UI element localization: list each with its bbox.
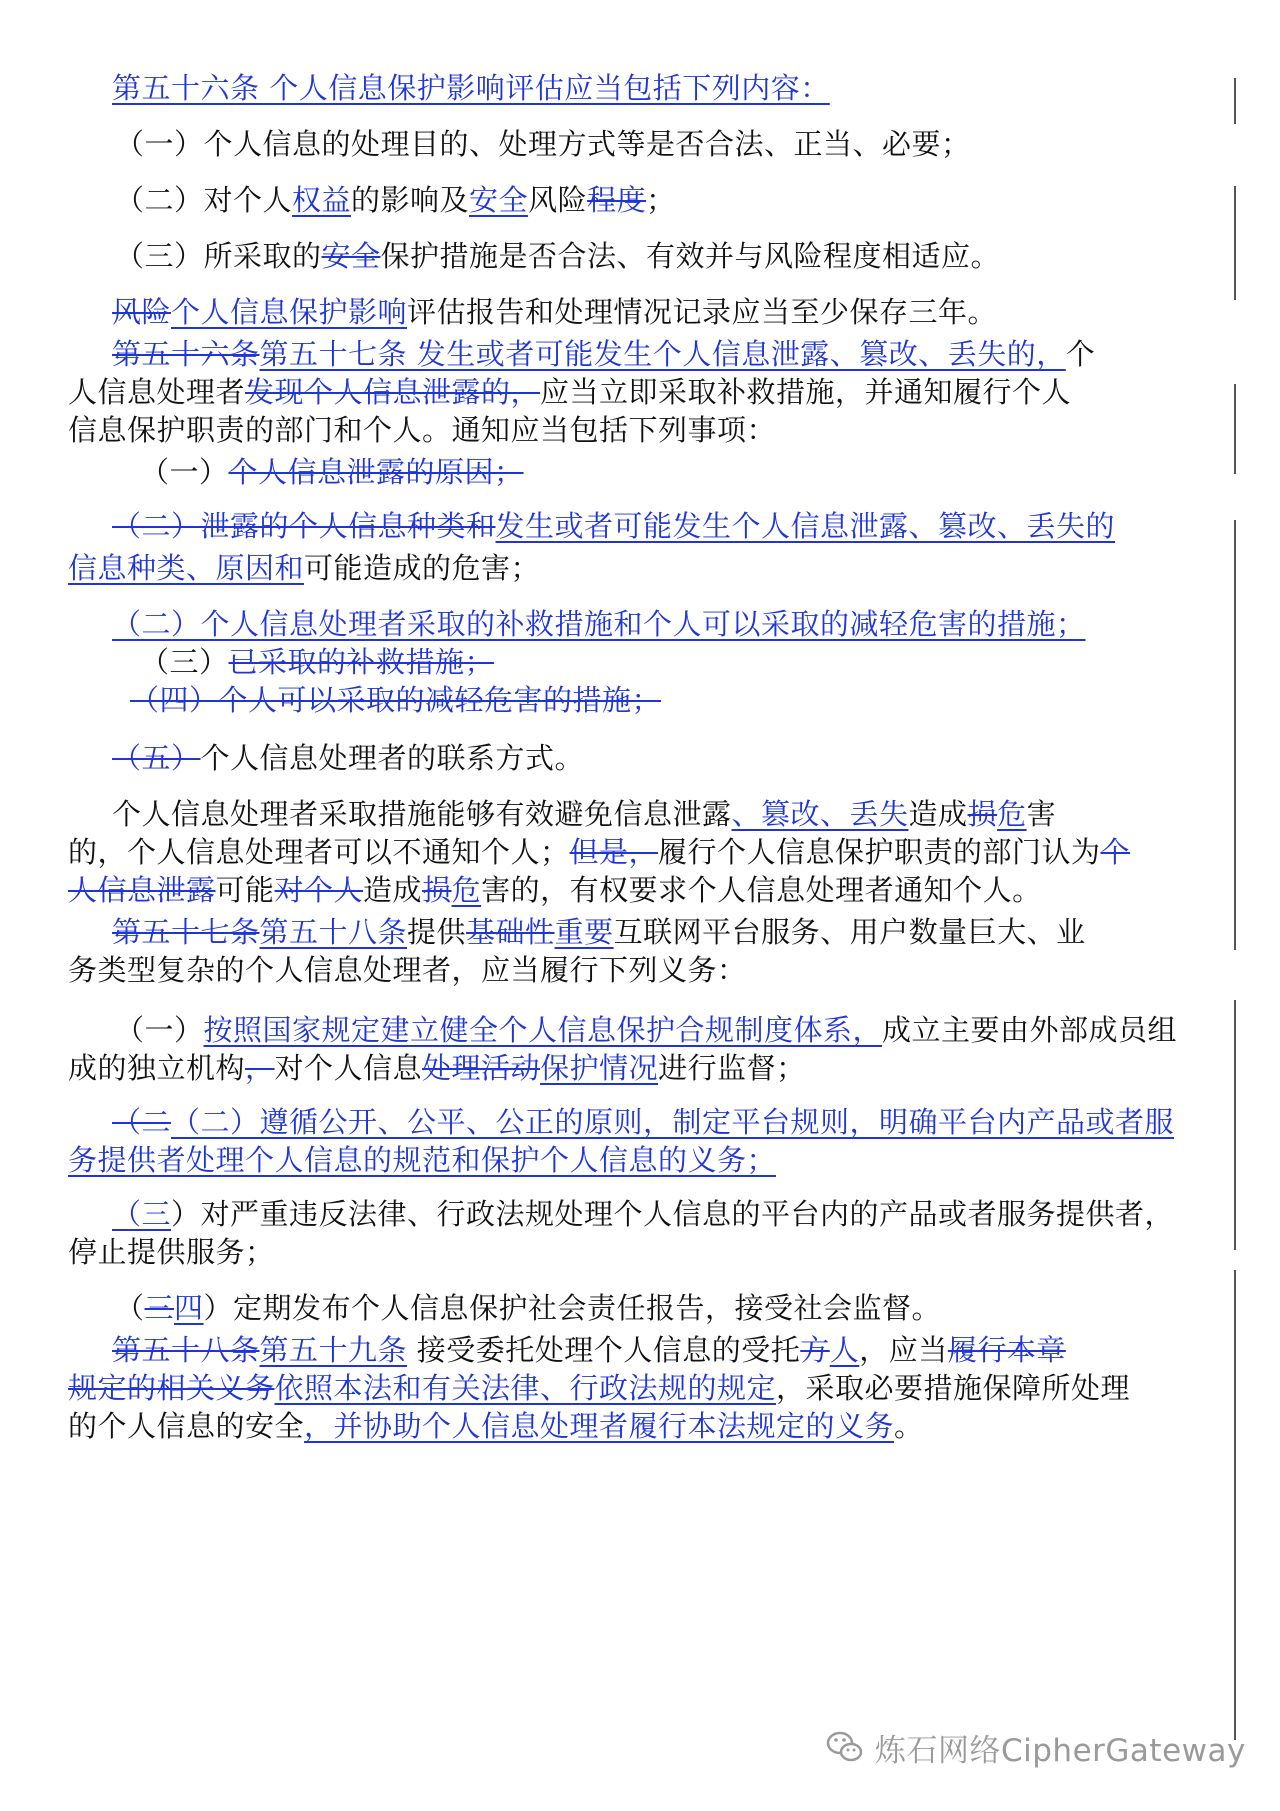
inserted-text: 第五十六条 个人信息保护影响评估应当包括下列内容： bbox=[112, 71, 830, 105]
deleted-text: 风险 bbox=[112, 295, 172, 329]
deleted-text: 第五十八条 bbox=[112, 1333, 260, 1367]
body-text: 个人信息处理者采取措施能够有效避免信息泄露 bbox=[112, 797, 732, 831]
body-text: ）定期发布个人信息保护社会责任报告，接受社会监督。 bbox=[203, 1291, 942, 1325]
inserted-text: 第五十七条 发生或者可能发生个人信息泄露、篡改、丢失的， bbox=[259, 337, 1066, 371]
text-line bbox=[115, 236, 1247, 276]
inserted-text: 人 bbox=[829, 1333, 860, 1367]
inserted-text: 第五十九条 bbox=[259, 1333, 408, 1367]
deleted-text: 规定的相关义务 bbox=[68, 1371, 275, 1405]
text-line bbox=[115, 1288, 1247, 1328]
text-line bbox=[112, 1102, 1244, 1142]
body-text: ，采取必要措施保障所处理 bbox=[776, 1371, 1131, 1405]
body-text: 的，个人信息处理者可以不通知个人； bbox=[68, 835, 570, 869]
text-line bbox=[140, 642, 1272, 682]
body-text: （三） bbox=[140, 645, 229, 679]
text-line bbox=[112, 334, 1244, 374]
inserted-text: （二）个人信息处理者采取的补救措施和个人可以采取的减轻危害的措施； bbox=[112, 607, 1086, 641]
text-line bbox=[112, 604, 1244, 644]
body-text: 务类型复杂的个人信息处理者，应当履行下列义务： bbox=[68, 953, 747, 987]
text-line bbox=[112, 912, 1244, 952]
text-line bbox=[68, 1232, 1200, 1272]
deleted-text: 损 bbox=[422, 873, 452, 907]
inserted-text: 发生或者可能发生个人信息泄露、篡改、丢失的 bbox=[495, 509, 1116, 543]
text-line bbox=[68, 410, 1200, 450]
deleted-text: （二）泄露的个人信息种类和 bbox=[112, 509, 496, 543]
inserted-text: 依照本法和有关法律、行政法规的规定 bbox=[274, 1371, 777, 1405]
deleted-text: 已采取的补救措施； bbox=[228, 645, 495, 679]
wechat-icon bbox=[825, 1727, 865, 1767]
body-text: 人信息处理者 bbox=[68, 375, 246, 409]
body-text: 停止提供服务； bbox=[68, 1235, 275, 1269]
body-text: 进行监督； bbox=[658, 1051, 806, 1085]
text-line bbox=[68, 950, 1200, 990]
deleted-text: 第五十六条 bbox=[112, 337, 260, 371]
deleted-text: 方 bbox=[800, 1333, 830, 1367]
body-text: （二）对个人 bbox=[115, 183, 293, 217]
text-line bbox=[112, 1330, 1244, 1370]
body-text: 个 bbox=[1065, 337, 1096, 371]
body-text: 提供 bbox=[407, 915, 467, 949]
inserted-text: （二）遵循公开、公平、公正的原则，制定平台规则，明确平台内产品或者服 bbox=[171, 1105, 1175, 1139]
deleted-text: 个人信息泄露的原因； bbox=[228, 455, 524, 489]
body-text: （一） bbox=[115, 1013, 204, 1047]
inserted-text: 第五十八条 bbox=[259, 915, 408, 949]
text-line bbox=[112, 292, 1244, 332]
text-line bbox=[112, 506, 1244, 546]
text-line bbox=[130, 680, 1262, 720]
watermark bbox=[825, 1725, 1246, 1769]
body-text: 造成 bbox=[908, 797, 968, 831]
deleted-text: 对个人 bbox=[274, 873, 364, 907]
body-text: 风险 bbox=[528, 183, 588, 217]
inserted-text: 务提供者处理个人信息的规范和保护个人信息的义务； bbox=[68, 1143, 777, 1177]
body-text: 接受委托处理个人信息的受托 bbox=[407, 1333, 801, 1367]
body-text: 保护措施是否合法、有效并与风险程度相适应。 bbox=[380, 239, 1001, 273]
watermark-text: 炼石网络CipherGateway bbox=[875, 1732, 1246, 1769]
body-text: 评估报告和处理情况记录应当至少保存三年。 bbox=[407, 295, 998, 329]
text-line bbox=[68, 1048, 1200, 1088]
inserted-text: 按照国家规定建立健全个人信息保护合规制度体系， bbox=[203, 1013, 883, 1047]
body-text: 可能造成的危害； bbox=[304, 551, 541, 585]
inserted-text: 危 bbox=[451, 873, 482, 907]
body-text: 害 bbox=[1026, 797, 1057, 831]
inserted-text: 安全 bbox=[469, 183, 529, 217]
deleted-text: 基础性 bbox=[466, 915, 555, 949]
body-text: 履行个人信息保护职责的部门认为 bbox=[658, 835, 1101, 869]
deleted-text: 第五十七条 bbox=[112, 915, 260, 949]
deleted-text: 但是， bbox=[569, 835, 659, 869]
body-text: 成立主要由外部成员组 bbox=[882, 1013, 1178, 1047]
body-text: （三）所采取的 bbox=[115, 239, 322, 273]
body-text: 信息保护职责的部门和个人。通知应当包括下列事项： bbox=[68, 413, 777, 447]
inserted-text: 权益 bbox=[292, 183, 352, 217]
deleted-text: 发现个人信息泄露的， bbox=[245, 375, 541, 409]
inserted-text: 、篡改、丢失 bbox=[731, 797, 909, 831]
body-text: ）对严重违反法律、行政法规处理个人信息的平台内的产品或者服务提供者， bbox=[171, 1197, 1175, 1231]
deleted-text: 人信息泄露 bbox=[68, 873, 216, 907]
text-line bbox=[68, 832, 1200, 872]
text-line bbox=[112, 68, 1244, 108]
inserted-text: 重要 bbox=[554, 915, 614, 949]
body-text: （一） bbox=[140, 455, 229, 489]
text-line bbox=[68, 372, 1200, 412]
deleted-text: 损 bbox=[967, 797, 998, 831]
body-text: 。 bbox=[894, 1409, 924, 1443]
body-text: ； bbox=[646, 183, 676, 217]
change-bar bbox=[1234, 520, 1236, 950]
text-line bbox=[115, 1010, 1247, 1050]
text-line bbox=[68, 1140, 1200, 1180]
text-line bbox=[115, 180, 1247, 220]
inserted-text: （三 bbox=[112, 1197, 172, 1231]
body-text: 的影响及 bbox=[351, 183, 470, 217]
body-text: （一）个人信息的处理目的、处理方式等是否合法、正当、必要； bbox=[115, 127, 971, 161]
deleted-text: （五） bbox=[112, 741, 201, 775]
text-line bbox=[112, 794, 1244, 834]
deleted-text: 处理活动 bbox=[422, 1051, 541, 1085]
inserted-text: 保护情况 bbox=[540, 1051, 659, 1085]
deleted-text: 个 bbox=[1100, 835, 1131, 869]
deleted-text: ， bbox=[245, 1051, 275, 1085]
body-text: 可能 bbox=[215, 873, 275, 907]
text-line bbox=[68, 548, 1200, 588]
body-text: 的个人信息的安全 bbox=[68, 1409, 305, 1443]
body-text: （ bbox=[115, 1291, 145, 1325]
deleted-text: （二 bbox=[112, 1105, 172, 1139]
text-line bbox=[112, 1194, 1244, 1234]
body-text: 成的独立机构 bbox=[68, 1051, 246, 1085]
text-line bbox=[68, 1368, 1200, 1408]
inserted-text: 危 bbox=[997, 797, 1027, 831]
text-line bbox=[112, 738, 1244, 778]
text-line bbox=[68, 1406, 1200, 1446]
body-text: ，应当 bbox=[859, 1333, 948, 1367]
deleted-text: 程度 bbox=[587, 183, 647, 217]
deleted-text: 履行本章 bbox=[947, 1333, 1066, 1367]
inserted-text: 个人信息保护影响 bbox=[171, 295, 408, 329]
text-line bbox=[140, 452, 1272, 492]
text-line bbox=[115, 124, 1247, 164]
deleted-text: （四）个人可以采取的减轻危害的措施； bbox=[130, 683, 662, 717]
body-text: 个人信息处理者的联系方式。 bbox=[200, 741, 585, 775]
deleted-text: 安全 bbox=[321, 239, 381, 273]
deleted-text: 三 bbox=[144, 1291, 175, 1325]
body-text: 应当立即采取补救措施，并通知履行个人 bbox=[540, 375, 1072, 409]
inserted-text: 四 bbox=[174, 1291, 204, 1325]
body-text: 造成 bbox=[363, 873, 423, 907]
text-line bbox=[68, 870, 1200, 910]
body-text: 害的，有权要求个人信息处理者通知个人。 bbox=[481, 873, 1042, 907]
body-text: 对个人信息 bbox=[274, 1051, 423, 1085]
inserted-text: 信息种类、原因和 bbox=[68, 551, 305, 585]
body-text: 互联网平台服务、用户数量巨大、业 bbox=[613, 915, 1086, 949]
inserted-text: ，并协助个人信息处理者履行本法规定的义务 bbox=[304, 1409, 895, 1443]
